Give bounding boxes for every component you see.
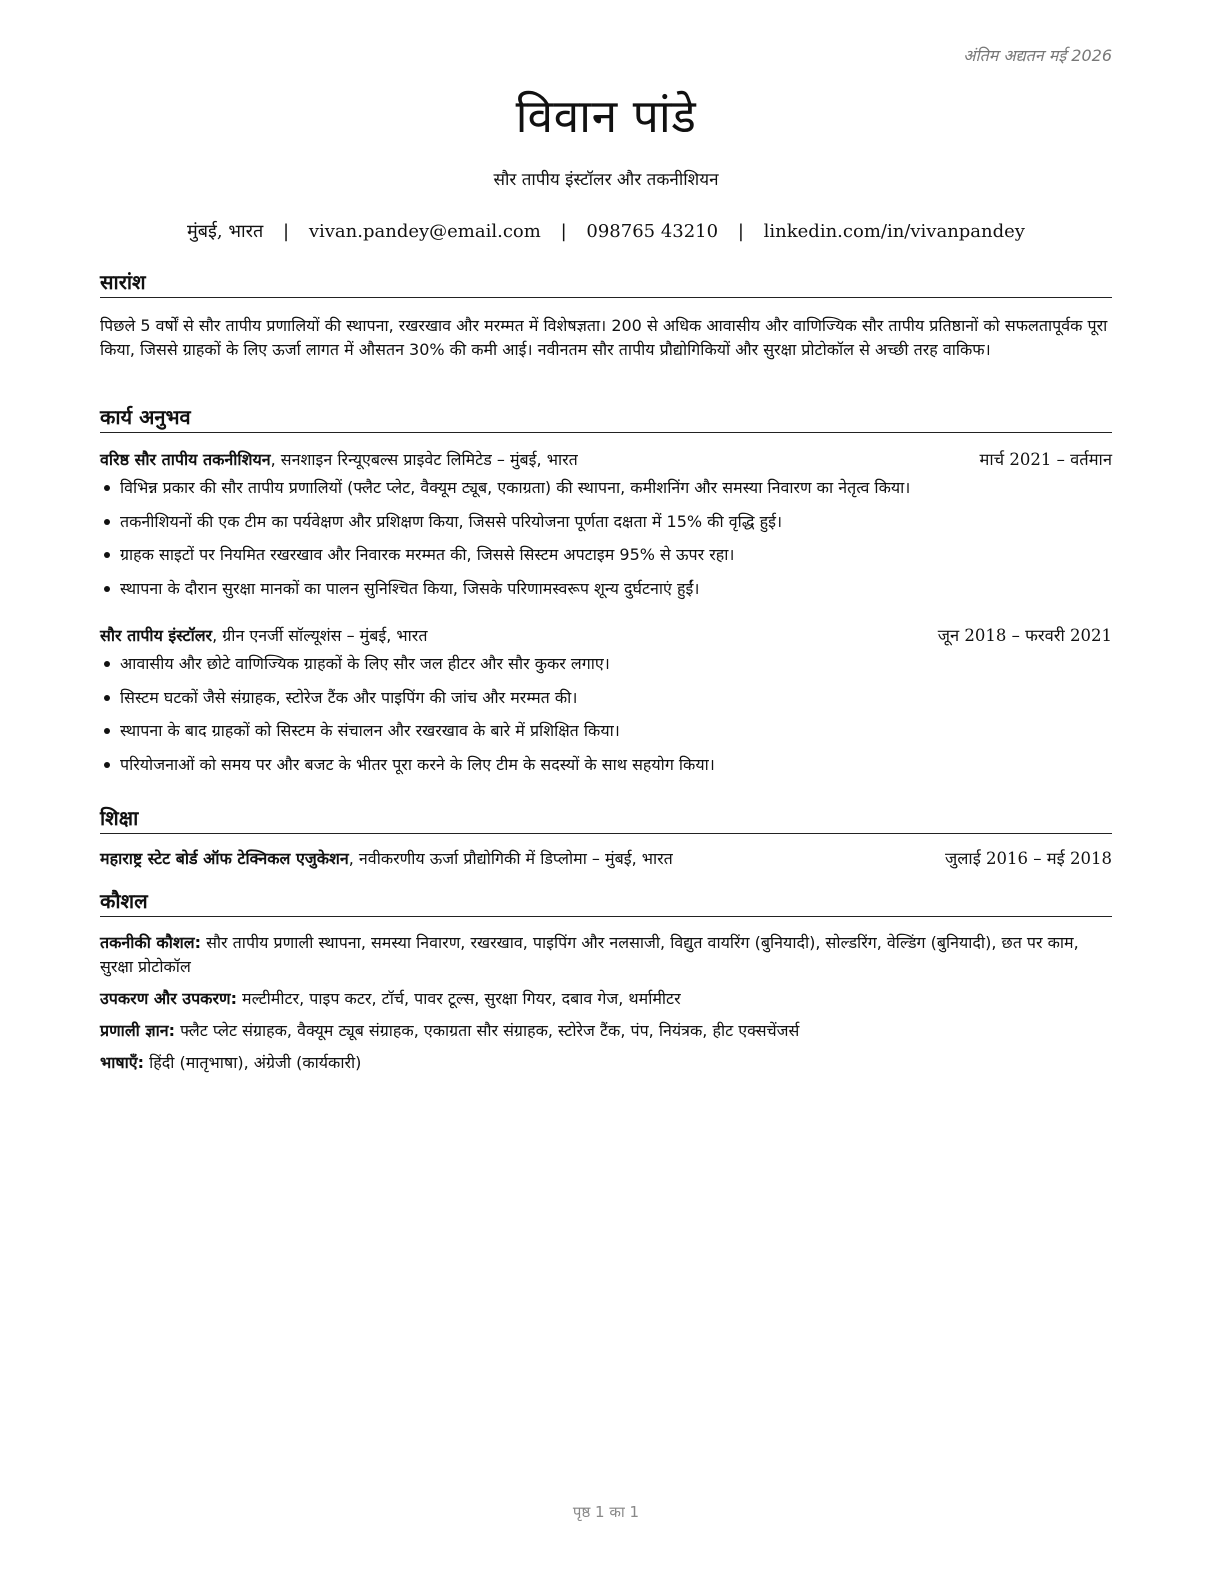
resume-page [100,0,1112,1584]
job-org: , ग्रीन एनर्जी सॉल्यूशंस – मुंबई, भारत [212,626,428,645]
contact-line [100,219,1112,243]
skill-label: प्रणाली ज्ञान: [100,1021,176,1040]
bullet-text: स्थापना के बाद ग्राहकों को सिस्टम के संचालन और रखरखाव के बारे में प्रशिक्षित किया। [120,721,620,740]
education-section [100,806,1112,872]
contact-separator: | [560,221,567,242]
job-entry [100,623,1112,785]
job-bullets [100,651,1112,785]
bullet-item [100,509,1112,543]
section-title-education: शिक्षा [100,806,1112,834]
bullet-item [100,542,1112,576]
skill-label: भाषाएँ: [100,1053,145,1072]
job-title-line [100,447,578,473]
bullet-dot-icon [104,762,110,768]
contact-separator: | [283,221,290,242]
candidate-name: विवान पांडे [515,89,697,143]
contact-location: मुंबई, भारत [187,221,264,242]
bullet-dot-icon [104,728,110,734]
summary-text: पिछले 5 वर्षों से सौर तापीय प्रणालियों की स्थापना, रखरखाव और मरम्मत में विशेषज्ञता। 200 से अधिक आवासीय और वाणिज्यिक सौर तापीय प्रतिष्ठानों को सफलतापूर्वक पूरा किया, जिससे ग्राहकों के लिए ऊर्जा लागत में औसतन 30% की कमी आई। नवीनतम सौर तापीय प्रौद्योगिकियों और सुरक्षा प्रोटोकॉल से अच्छी तरह वाकिफ। [100,316,1108,359]
section-title-summary: सारांश [100,270,1112,298]
job-dates: जून 2018 – फरवरी 2021 [937,626,1112,645]
contact-separator: | [737,221,744,242]
bullet-item [100,475,1112,509]
skills-section [100,889,1112,1083]
contact-linkedin[interactable]: linkedin.com/in/vivanpandey [763,221,1025,242]
bullet-item [100,718,1112,752]
education-detail: , नवीकरणीय ऊर्जा प्रौद्योगिकी में डिप्लोमा – मुंबई, भारत [348,849,673,868]
job-role: सौर तापीय इंस्टॉलर [100,626,213,645]
bullet-dot-icon [104,586,110,592]
contact-phone: 098765 43210 [586,221,719,242]
bullet-text: स्थापना के दौरान सुरक्षा मानकों का पालन सुनिश्चित किया, जिसके परिणामस्वरूप शून्य दुर्घटनाएं हुईं। [120,578,700,598]
bullet-item [100,752,1112,786]
skill-line [100,931,1112,979]
bullet-item [100,651,1112,685]
skills-list [100,931,1112,1075]
bullet-text: सिस्टम घटकों जैसे संग्राहक, स्टोरेज टैंक और पाइपिंग की जांच और मरम्मत की। [120,687,578,707]
skill-value: सौर तापीय प्रणाली स्थापना, समस्या निवारण, रखरखाव, पाइपिंग और नलसाजी, विद्युत वायरिंग (बुनियादी), सोल्डरिंग, वेल्डिंग (बुनियादी), छत पर काम, सुरक्षा प्रोटोकॉल [100,933,1079,976]
bullet-dot-icon [104,519,110,525]
bullet-item [100,685,1112,719]
summary-section [100,270,1112,362]
page-number: पृष्ठ 1 का 1 [572,1503,640,1521]
education-title-line [100,846,673,872]
education-institution: महाराष्ट्र स्टेट बोर्ड ऑफ टेक्निकल एजुकेशन [100,849,349,868]
job-role: वरिष्ठ सौर तापीय तकनीशियन [100,450,271,469]
bullet-dot-icon [104,661,110,667]
education-entry [100,846,1112,872]
bullet-text: विभिन्न प्रकार की सौर तापीय प्रणालियों (फ्लैट प्लेट, वैक्यूम ट्यूब, एकाग्रता) की स्थापना, कमीशनिंग और समस्या निवारण का नेतृत्व किया। [120,478,911,497]
last-updated: अंतिम अद्यतन मई 2026 [963,46,1112,65]
job-header [100,623,1112,649]
bullet-text: ग्राहक साइटों पर नियमित रखरखाव और निवारक मरम्मत की, जिससे सिस्टम अपटाइम 95% से ऊपर रहा। [120,545,735,564]
job-title-line [100,623,427,649]
bullet-dot-icon [104,695,110,701]
bullet-text: तकनीशियनों की एक टीम का पर्यवेक्षण और प्रशिक्षण किया, जिससे परियोजना पूर्णता दक्षता में 15% की वृद्धि हुई। [120,511,783,531]
bullet-text: परियोजनाओं को समय पर और बजट के भीतर पूरा करने के लिए टीम के सदस्यों के साथ सहयोग किया। [120,754,715,774]
experience-section [100,405,1112,785]
section-title-skills: कौशल [100,889,1112,917]
skill-value: फ्लैट प्लेट संग्राहक, वैक्यूम ट्यूब संग्राहक, एकाग्रता सौर संग्राहक, स्टोरेज टैंक, पंप, नियंत्रक, हीट एक्सचेंजर्स [175,1021,800,1040]
job-org: , सनशाइन रिन्यूएबल्स प्राइवेट लिमिटेड – मुंबई, भारत [270,450,578,469]
skill-line [100,987,1112,1011]
bullet-dot-icon [104,485,110,491]
bullet-item [100,576,1112,610]
bullet-dot-icon [104,552,110,558]
skill-line [100,1019,1112,1043]
skill-line [100,1051,1112,1075]
job-dates: मार्च 2021 – वर्तमान [979,450,1112,469]
section-title-experience: कार्य अनुभव [100,405,1112,433]
job-bullets [100,475,1112,609]
contact-email[interactable]: vivan.pandey@email.com [308,221,541,242]
headline: सौर तापीय इंस्टॉलर और तकनीशियन [493,170,719,190]
education-dates: जुलाई 2016 – मई 2018 [945,849,1112,868]
skill-label: उपकरण और उपकरण: [100,989,237,1008]
job-header [100,447,1112,473]
skill-label: तकनीकी कौशल: [100,933,201,952]
job-entry [100,447,1112,609]
bullet-text: आवासीय और छोटे वाणिज्यिक ग्राहकों के लिए सौर जल हीटर और सौर कुकर लगाए। [120,654,610,673]
skill-value: हिंदी (मातृभाषा), अंग्रेजी (कार्यकारी) [144,1053,362,1072]
skill-value: मल्टीमीटर, पाइप कटर, टॉर्च, पावर टूल्स, सुरक्षा गियर, दबाव गेज, थर्मामीटर [236,989,681,1008]
